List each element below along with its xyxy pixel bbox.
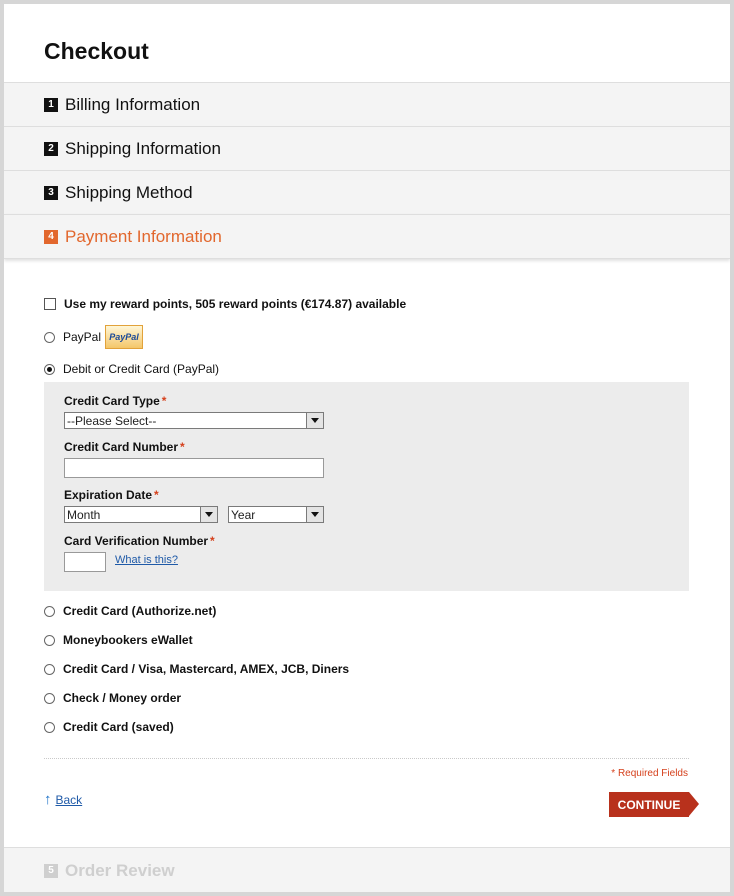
- payment-method-radio[interactable]: [44, 635, 55, 646]
- card-type-select[interactable]: [64, 412, 324, 429]
- paypal-option[interactable]: [44, 328, 143, 346]
- step-number: 5: [44, 864, 58, 878]
- page-title: Checkout: [44, 38, 149, 64]
- step-payment-information: [4, 214, 730, 259]
- credit-card-form: [44, 382, 689, 591]
- month-value: Month: [67, 507, 101, 522]
- payment-method-radio[interactable]: [44, 693, 55, 704]
- what-is-this-link[interactable]: What is this?: [115, 554, 178, 566]
- arrow-up-icon: ↑: [44, 791, 52, 808]
- step-number: 2: [44, 142, 58, 156]
- payment-method-authorize[interactable]: [44, 602, 216, 620]
- card-number-input[interactable]: [64, 458, 324, 478]
- payment-method-moneybookers[interactable]: [44, 631, 193, 649]
- step-number: 3: [44, 186, 58, 200]
- debit-credit-radio[interactable]: [44, 364, 55, 375]
- divider: [44, 758, 689, 759]
- payment-method-label: Check / Money order: [63, 691, 182, 705]
- payment-method-label: Credit Card (Authorize.net): [63, 604, 217, 618]
- chevron-down-icon: [306, 507, 323, 522]
- debit-credit-label: Debit or Credit Card (PayPal): [63, 362, 220, 376]
- step-label: Shipping Information: [65, 138, 221, 158]
- expiration-year-select[interactable]: [228, 506, 324, 523]
- reward-points-option[interactable]: [44, 295, 406, 313]
- chevron-down-icon: [200, 507, 217, 522]
- back-label: Back: [55, 792, 83, 807]
- step-shipping-information[interactable]: [4, 126, 730, 170]
- step-number: 4: [44, 230, 58, 244]
- required-fields-note: * Required Fields: [611, 768, 688, 779]
- payment-method-saved-card[interactable]: [44, 718, 174, 736]
- debit-credit-paypal-option[interactable]: [44, 360, 219, 378]
- expiration-date-label: Expiration Date *: [64, 488, 159, 502]
- step-order-review: [4, 847, 730, 892]
- paypal-logo-icon: PayPal: [105, 325, 143, 349]
- paypal-radio[interactable]: [44, 332, 55, 343]
- payment-method-radio[interactable]: [44, 606, 55, 617]
- payment-method-label: Credit Card (saved): [63, 720, 174, 734]
- step-label: Payment Information: [65, 226, 222, 246]
- chevron-down-icon: [306, 413, 323, 428]
- card-number-label: Credit Card Number *: [64, 440, 185, 454]
- reward-points-label: Use my reward points, 505 reward points (€174.87) available: [64, 297, 407, 311]
- payment-method-label: Moneybookers eWallet: [63, 633, 193, 647]
- step-number: 1: [44, 98, 58, 112]
- cvn-input[interactable]: [64, 552, 106, 572]
- payment-method-label: Credit Card / Visa, Mastercard, AMEX, JCB, Diners: [63, 662, 350, 676]
- card-type-label: Credit Card Type *: [64, 394, 167, 408]
- step-shipping-method[interactable]: [4, 170, 730, 214]
- reward-points-checkbox[interactable]: [44, 298, 56, 310]
- payment-method-card-brands[interactable]: [44, 660, 349, 678]
- payment-method-radio[interactable]: [44, 664, 55, 675]
- card-type-value: --Please Select--: [67, 413, 157, 428]
- step-label: Order Review: [65, 860, 175, 880]
- paypal-label: PayPal: [63, 330, 102, 344]
- step-label: Billing Information: [65, 94, 201, 114]
- continue-button[interactable]: CONTINUE: [609, 792, 689, 817]
- step-label: Shipping Method: [65, 182, 193, 202]
- checkout-panel: [4, 4, 730, 892]
- step-billing-information[interactable]: [4, 82, 730, 126]
- payment-method-check[interactable]: [44, 689, 181, 707]
- expiration-month-select[interactable]: [64, 506, 218, 523]
- cvn-label: Card Verification Number *: [64, 534, 215, 548]
- payment-method-radio[interactable]: [44, 722, 55, 733]
- back-link[interactable]: [44, 791, 82, 808]
- year-value: Year: [231, 507, 256, 522]
